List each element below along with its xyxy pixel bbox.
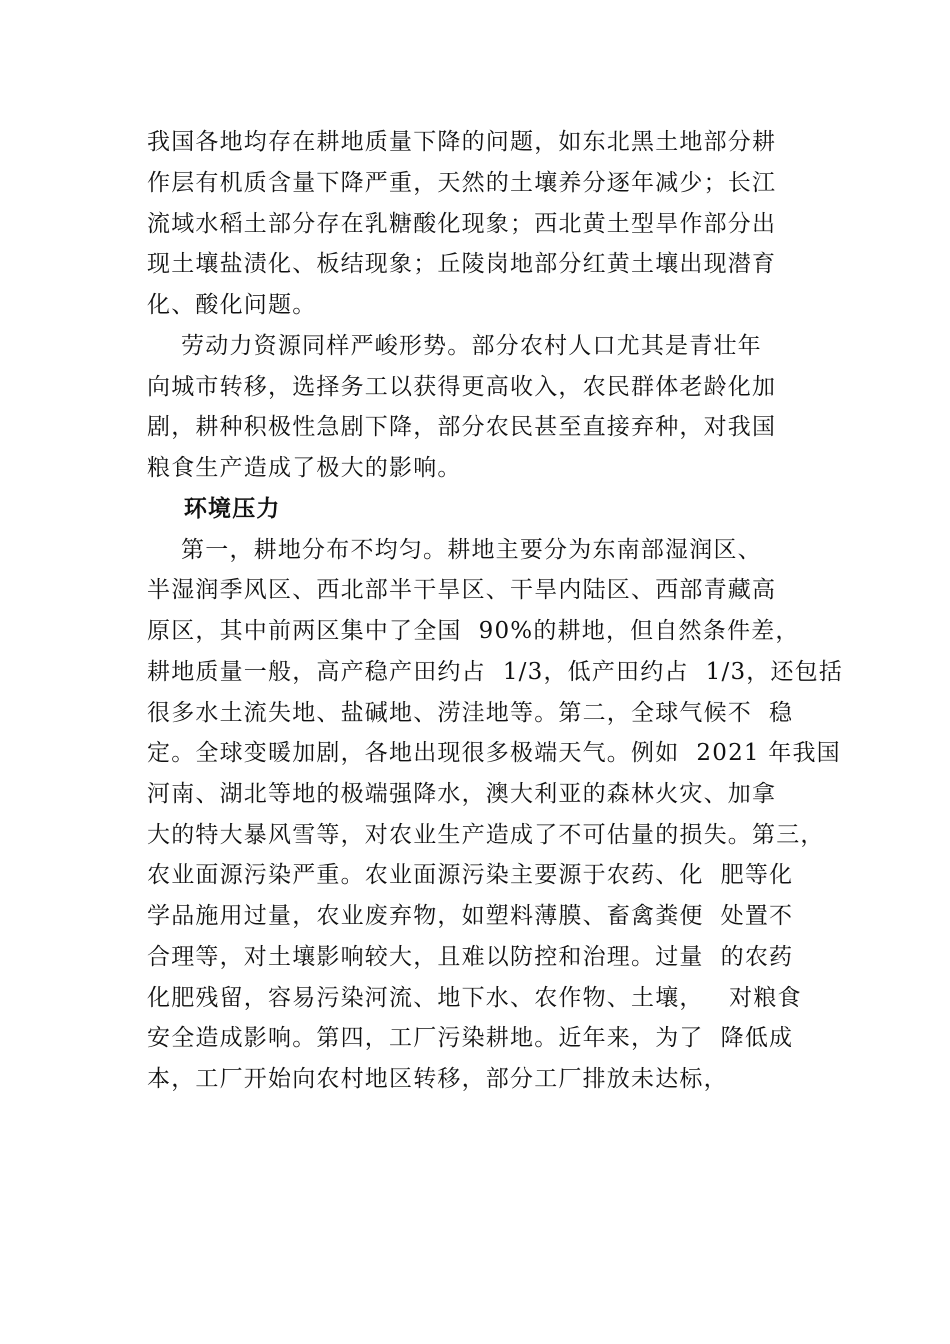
paragraph-3-line-2: 半湿润季风区、西北部半干旱区、干旱内陆区、西部青藏高 bbox=[147, 577, 777, 603]
paragraph-1-line-1: 我国各地均存在耕地质量下降的问题，如东北黑土地部分耕 bbox=[147, 129, 777, 155]
paragraph-3-line-6: 定。全球变暖加剧，各地出现很多极端天气。例如 2021 年我国 bbox=[147, 740, 841, 766]
paragraph-2-line-2: 向城市转移，选择务工以获得更高收入，农民群体老龄化加 bbox=[147, 374, 777, 400]
paragraph-3-line-14: 本，工厂开始向农村地区转移，部分工厂排放未达标， bbox=[147, 1066, 728, 1092]
paragraph-3-line-4: 耕地质量一般，高产稳产田约占 1/3，低产田约占 1/3，还包括 bbox=[147, 659, 844, 685]
paragraph-2-line-1: 劳动力资源同样严峻形势。部分农村人口尤其是青壮年 bbox=[147, 333, 762, 359]
paragraph-3-line-13: 安全造成影响。第四，工厂污染耕地。近年来，为了 降低成 bbox=[147, 1025, 794, 1051]
paragraph-2-line-3: 剧，耕种积极性急剧下降，部分农民甚至直接弃种，对我国 bbox=[147, 414, 777, 440]
paragraph-3-line-11: 合理等，对土壤影响较大，且难以防控和治理。过量 的农药 bbox=[147, 944, 794, 970]
section-heading: 环境压力 bbox=[147, 495, 281, 522]
paragraph-3-line-8: 大的特大暴风雪等，对农业生产造成了不可估量的损失。第三， bbox=[147, 822, 825, 848]
paragraph-3-line-12: 化肥残留，容易污染河流、地下水、农作物、土壤， 对粮食 bbox=[147, 985, 802, 1011]
paragraph-3-line-7: 河南、湖北等地的极端强降水，澳大利亚的森林火灾、加拿 bbox=[147, 781, 777, 807]
paragraph-3-line-9: 农业面源污染严重。农业面源污染主要源于农药、化 肥等化 bbox=[147, 862, 794, 888]
paragraph-3-line-5: 很多水土流失地、盐碱地、涝洼地等。第二，全球气候不 稳 bbox=[147, 700, 794, 726]
paragraph-1-line-4: 现土壤盐渍化、板结现象；丘陵岗地部分红黄土壤出现潜育 bbox=[147, 251, 777, 277]
paragraph-1-line-3: 流域水稻土部分存在乳糖酸化现象；西北黄土型旱作部分出 bbox=[147, 211, 777, 237]
paragraph-3-line-3: 原区，其中前两区集中了全国 90%的耕地，但自然条件差， bbox=[147, 618, 800, 644]
paragraph-2-line-4: 粮食生产造成了极大的影响。 bbox=[147, 455, 462, 481]
paragraph-3-line-10: 学品施用过量，农业废弃物，如塑料薄膜、畜禽粪便 处置不 bbox=[147, 903, 794, 929]
paragraph-1-line-2: 作层有机质含量下降严重，天然的土壤养分逐年减少；长江 bbox=[147, 170, 777, 196]
paragraph-3-line-1: 第一，耕地分布不均匀。耕地主要分为东南部湿润区、 bbox=[147, 537, 762, 563]
paragraph-1-line-5: 化、酸化问题。 bbox=[147, 292, 317, 318]
